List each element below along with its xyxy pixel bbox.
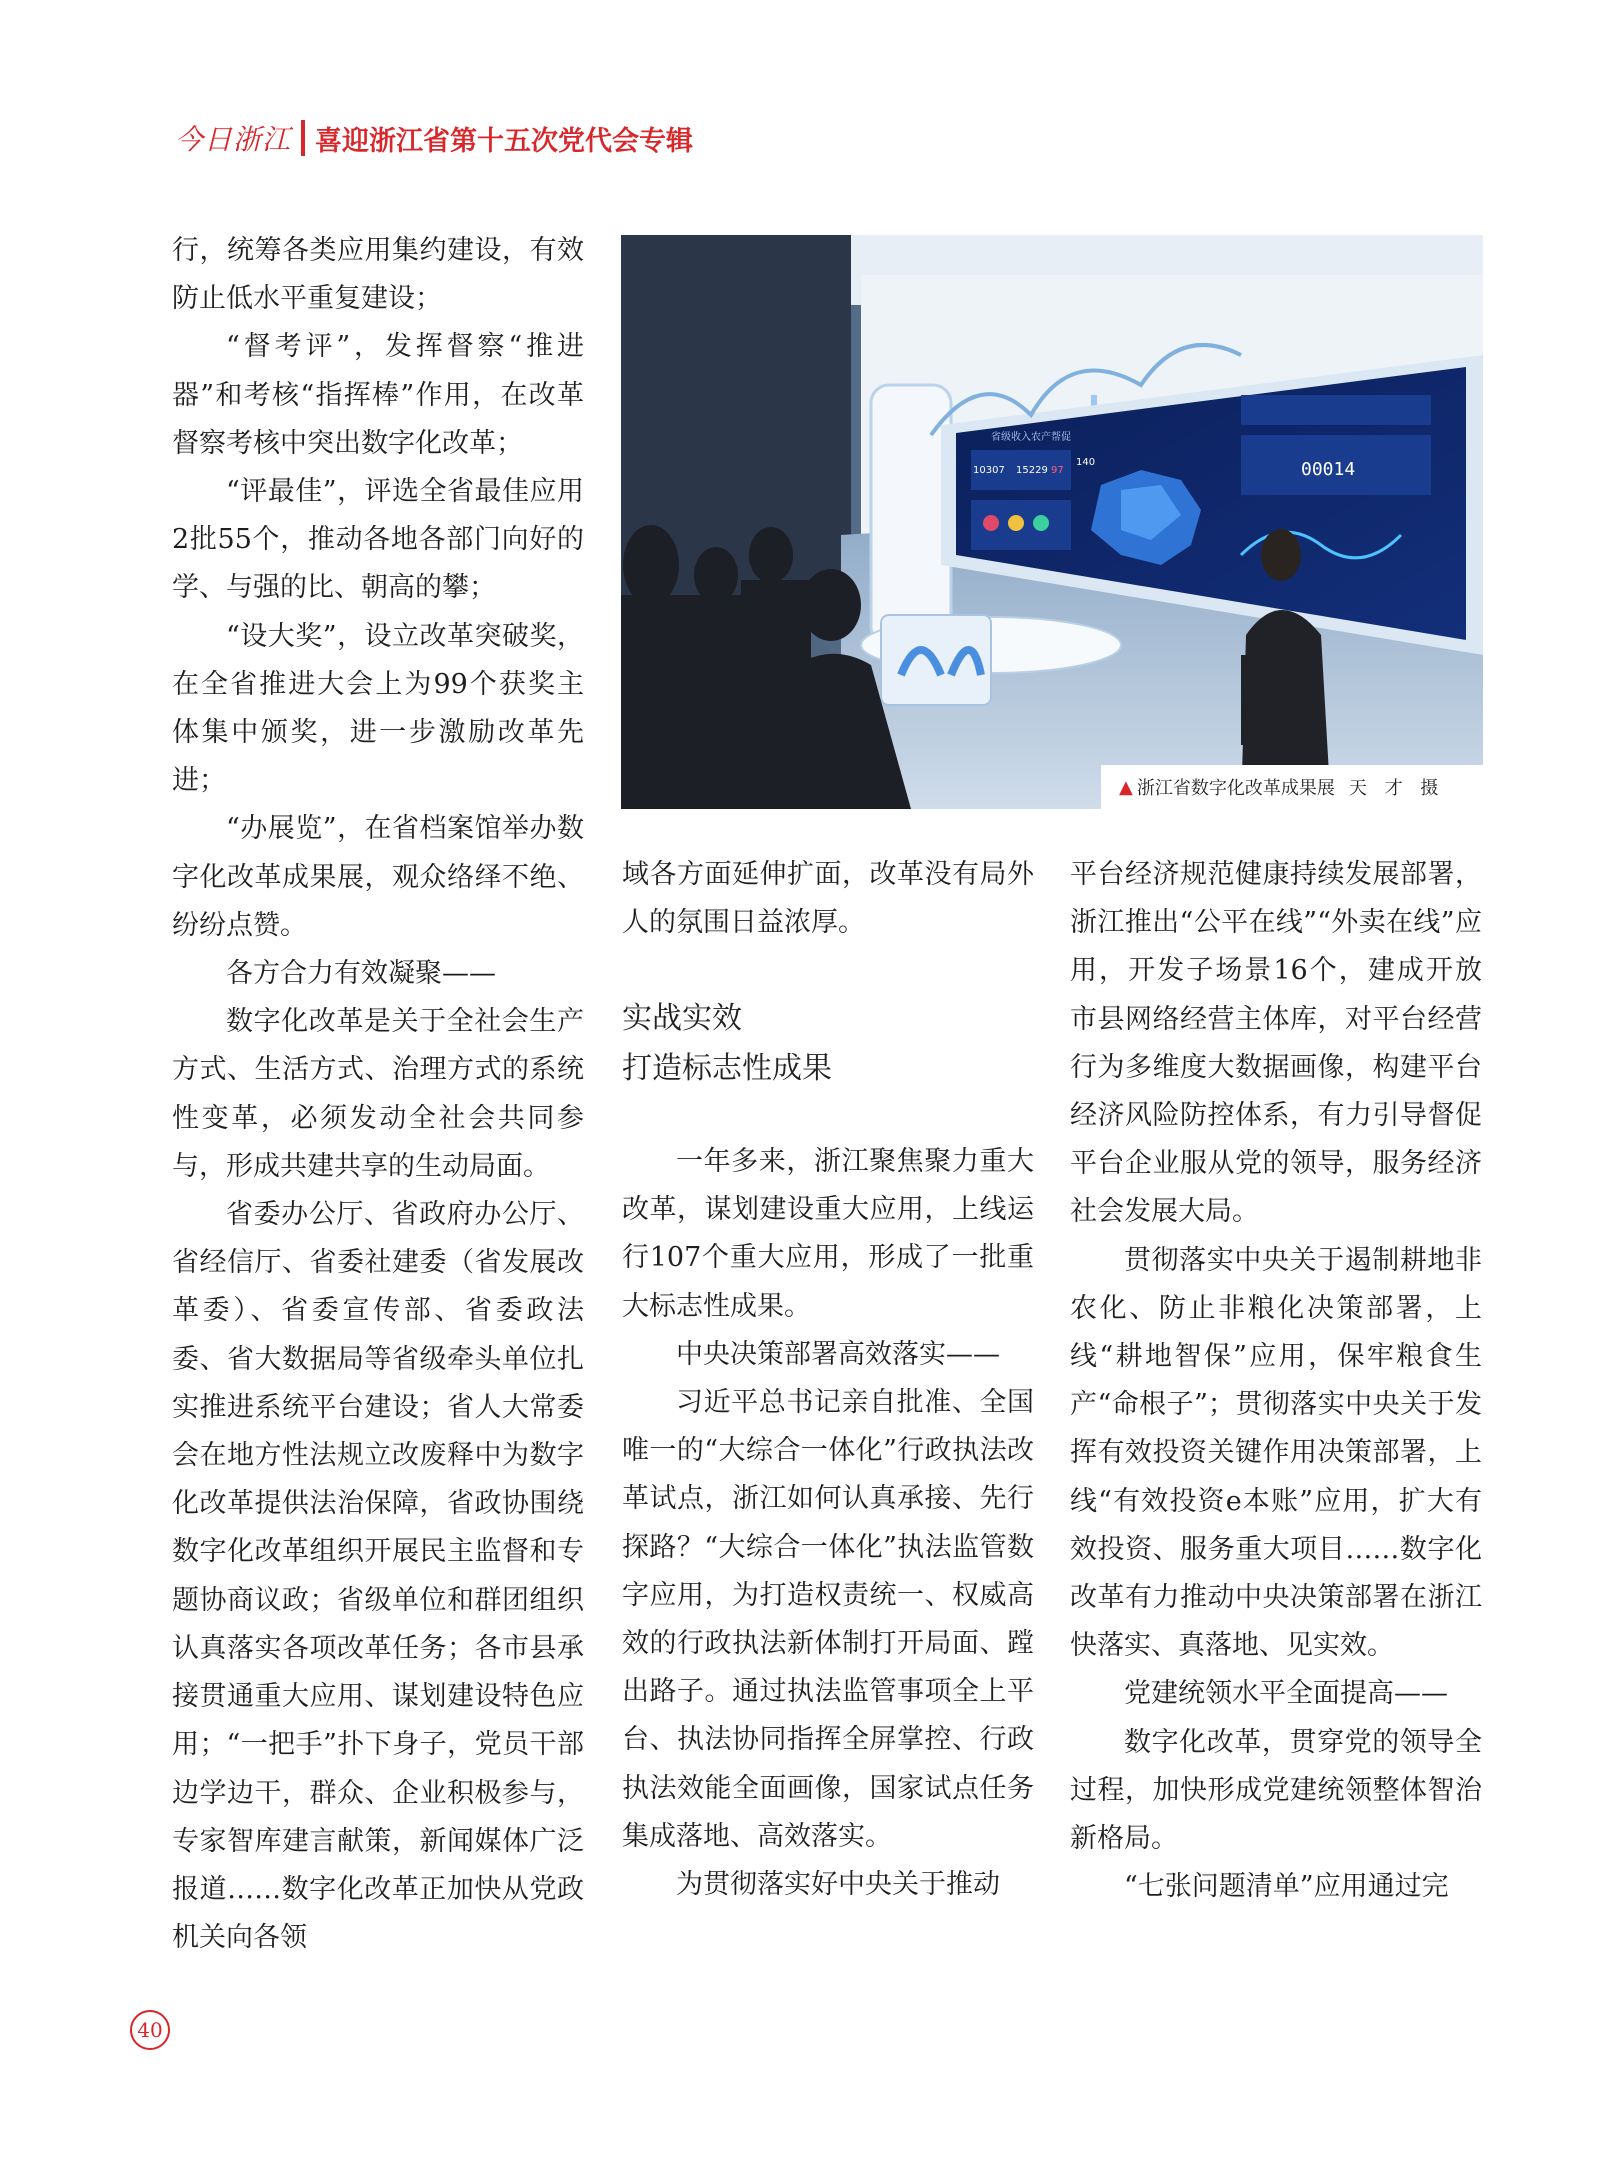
subheading: 中央决策部署高效落实—— (676, 1338, 1000, 1370)
paragraph: “设大奖”，设立改革突破奖，在全省推进大会上为99个获奖主体集中颁奖，进一步激励改革先进； (172, 620, 584, 797)
paragraph: “评最佳”，评选全省最佳应用2批55个，推动各地各部门向好的学、与强的比、朝高的攀； (172, 476, 584, 604)
paragraph: 为贯彻落实好中央关于推动 (676, 1869, 1000, 1901)
column-2-bottom (622, 1138, 1034, 1909)
paragraph: 一年多来，浙江聚焦聚力重大改革，谋划建设重大应用，上线运行107个重大应用，形成了一批重大标志性成果。 (622, 1146, 1034, 1322)
section-heading-line2: 打造标志性成果 (622, 1051, 832, 1086)
paragraph: 域各方面延伸扩面，改革没有局外人的氛围日益浓厚。 (622, 859, 1034, 939)
photo-credit: 天 才 摄 (1348, 778, 1445, 799)
exhibition-photo (621, 235, 1483, 809)
subheading: 各方合力有效凝聚—— (226, 958, 496, 990)
paragraph: 数字化改革是关于全社会生产方式、生活方式、治理方式的系统性变革，必须发动全社会共同参与，形成共建共享的生动局面。 (172, 1006, 584, 1182)
screen-number: 10307 (973, 465, 1005, 476)
section-heading (622, 994, 1034, 1094)
caption-text: 浙江省数字化改革成果展 (1136, 778, 1335, 799)
header-divider (301, 120, 305, 156)
subheading: 党建统领水平全面提高—— (1124, 1678, 1448, 1710)
paragraph: 习近平总书记亲自批准、全国唯一的“大综合一体化”行政执法改革试点，浙江如何认真承接、先行探路？“大综合一体化”执法监管数字应用，为打造权责统一、权威高效的行政执法新体制打开局面、蹚出路子。通过执法监管事项全上平台、执法协同指挥全屏掌控、行政执法效能全面画像，国家试点任务集成落地、高效落实。 (622, 1387, 1034, 1852)
screen-number: 97 (1051, 465, 1064, 476)
header-title: 喜迎浙江省第十五次党代会专辑 (315, 125, 694, 157)
paragraph: “办展览”，在省档案馆举办数字化改革成果展，观众络绎不绝、纷纷点赞。 (172, 813, 584, 941)
column-1 (172, 227, 584, 1962)
screen-counter: 00014 (1301, 459, 1356, 480)
page-number: 40 (130, 2010, 170, 2050)
caption-triangle-icon: ▲ (1119, 776, 1133, 798)
paragraph: 数字化改革，贯穿党的领导全过程，加快形成党建统领整体智治新格局。 (1070, 1726, 1482, 1855)
paragraph: 平台经济规范健康持续发展部署，浙江推出“公平在线”“外卖在线”应用，开发子场景16个，建成开放市县网络经营主体库，对平台经营行为多维度大数据画像，构建平台经济风险防控体系，有力引导督促平台企业服从党的领导，服务经济社会发展大局。 (1070, 859, 1482, 1228)
paragraph: “七张问题清单”应用通过完 (1124, 1871, 1449, 1903)
screen-number: 140 (1076, 457, 1096, 468)
column-2-top (622, 851, 1034, 947)
paragraph: “督考评”，发挥督察“推进器”和考核“指挥棒”作用，在改革督察考核中突出数字化改革； (172, 331, 584, 459)
section-heading-line1: 实战实效 (622, 1001, 742, 1036)
paragraph: 行，统筹各类应用集约建设，有效防止低水平重复建设； (172, 235, 584, 315)
page-header (175, 118, 693, 158)
paragraph: 贯彻落实中央关于遏制耕地非农化、防止非粮化决策部署，上线“耕地智保”应用，保牢粮食生产“命根子”；贯彻落实中央关于发挥有效投资关键作用决策部署，上线“有效投资e本账”应用，扩大有效投资、服务重大项目……数字化改革有力推动中央决策部署在浙江快落实、真落地、见实效。 (1070, 1244, 1482, 1662)
screen-number: 15229 (1016, 465, 1048, 476)
exhibition-illustration (621, 235, 1483, 809)
magazine-logo: 今日浙江 (175, 123, 292, 156)
paragraph: 省委办公厅、省政府办公厅、省经信厅、省委社建委（省发展改革委）、省委宣传部、省委政法委、省大数据局等省级牵头单位扎实推进系统平台建设；省人大常委会在地方性法规立改废释中为数字化改革提供法治保障，省政协围绕数字化改革组织开展民主监督和专题协商议政；省级单位和群团组织认真落实各项改革任务；各市县承接贯通重大应用、谋划建设特色应用；“一把手”扑下身子，党员干部边学边干，群众、企业积极参与，专家智库建言献策，新闻媒体广泛报道……数字化改革正加快从党政机关向各领 (172, 1199, 584, 1954)
column-3 (1070, 851, 1482, 1911)
photo-caption (1101, 765, 1483, 809)
screen-title: 省级收入农产帮促 (991, 432, 1071, 443)
